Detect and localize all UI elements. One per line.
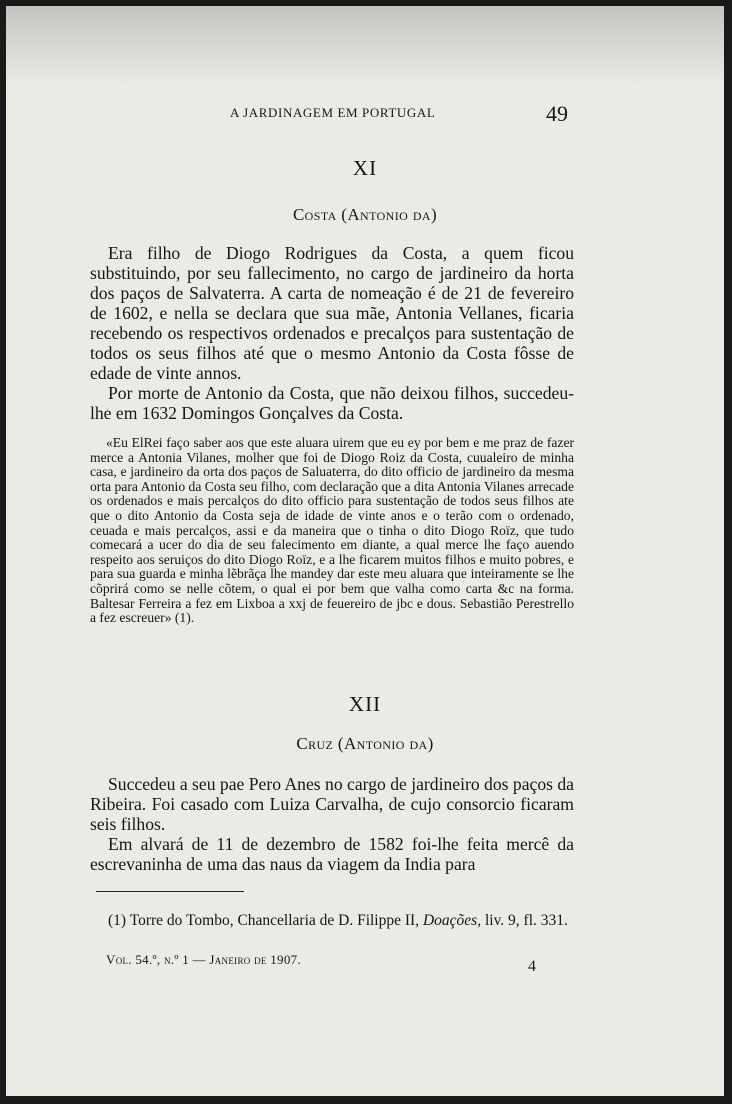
- section-xi-body: [90, 243, 574, 423]
- footnote-text: Torre do Tombo, Chancellaria de D. Filippe II,: [129, 912, 420, 929]
- footnote-divider: [96, 891, 244, 892]
- footnote: [90, 913, 574, 929]
- volume-signature: Vol. 54.º, n.º 1 — Janeiro de 1907.: [106, 952, 301, 967]
- section-xi-paragraph: Por morte de Antonio da Costa, que não deixou filhos, succedeu-lhe em 1632 Domingos Gonçalves da Costa.: [90, 383, 574, 423]
- section-xi-paragraph: Era filho de Diogo Rodrigues da Costa, a quem ficou substituindo, por seu fallecimento, no cargo de jardineiro da horta dos paços de Salvaterra. A carta de nomeação é de 21 de fevereiro de 1602, e nella se declara que sua mãe, Antonia Vellanes, ficaria recebendo os respectivos ordenados e precalços para sustentação de todos os seus filhos até que o mesmo Antonio da Costa fôsse de edade de vinte annos.: [90, 243, 574, 383]
- running-title: A JARDINAGEM EM PORTUGAL: [230, 105, 436, 120]
- section-xii-body: [90, 774, 574, 874]
- footnote-marker: (1): [108, 912, 127, 929]
- section-xii-heading: Cruz (Antonio da): [296, 734, 434, 753]
- sheet-number: 4: [528, 958, 536, 975]
- section-xi-heading: Costa (Antonio da): [292, 205, 438, 224]
- footnote-title: Doações,: [422, 912, 482, 929]
- page-number: 49: [546, 101, 568, 126]
- section-xii-paragraph: Em alvará de 11 de dezembro de 1582 foi-lhe feita mercê da escrevaninha de uma das naus da viagem da India para: [90, 834, 574, 874]
- section-xi-numeral: XI: [352, 156, 378, 180]
- quote-text: «Eu ElRei faço saber aos que este aluara uirem que eu ey por bem e me praz de fazer merce a Antonia Vilanes, molher que foi de Diogo Roiz da Costa, cuualeiro de minha casa, e jardineiro da orta dos paços de Saluaterra, do dito officio de jardineiro da mesma orta para Antonio da Costa seu filho, com declaração que a dita Antonia Vilanes arrecade os ordenados e mais percalços do dito officio para sustentação de todos seus filhos ate que o dito Antonio da Costa seja de idade de vinte anos e o terão com o ordenado, ceuada e mais percalços, assi e da maneira que o tinha o dito Diogo Roïz, que tudo comecará a ucer do dia de seu falecimento em diante, a qual merce lhe faço auendo respeito aos seruiços do dito Diogo Roïz, e a lhe ficarem muitos filhos e muito pobres, e para sua guarda e minha lẽbrãça lhe mandey dar este meu aluara que inteiramente se lhe cõprirá como se nelle cõtem, o qual ei por bem que valha como carta &c na forma. Baltesar Ferreira a fez em Lixboa a xxj de feuereiro de jbc e dous. Sebastião Perestrello a fez escreuer» (1).: [90, 435, 574, 626]
- section-xii-numeral: XII: [348, 692, 382, 716]
- royal-charter-quote: [90, 436, 574, 626]
- section-xii-paragraph: Succedeu a seu pae Pero Anes no cargo de jardineiro dos paços da Ribeira. Foi casado com Luiza Carvalha, de cujo consorcio ficaram seis filhos.: [90, 774, 574, 834]
- page: [6, 6, 724, 1096]
- footnote-ref: liv. 9, fl. 331.: [484, 912, 568, 929]
